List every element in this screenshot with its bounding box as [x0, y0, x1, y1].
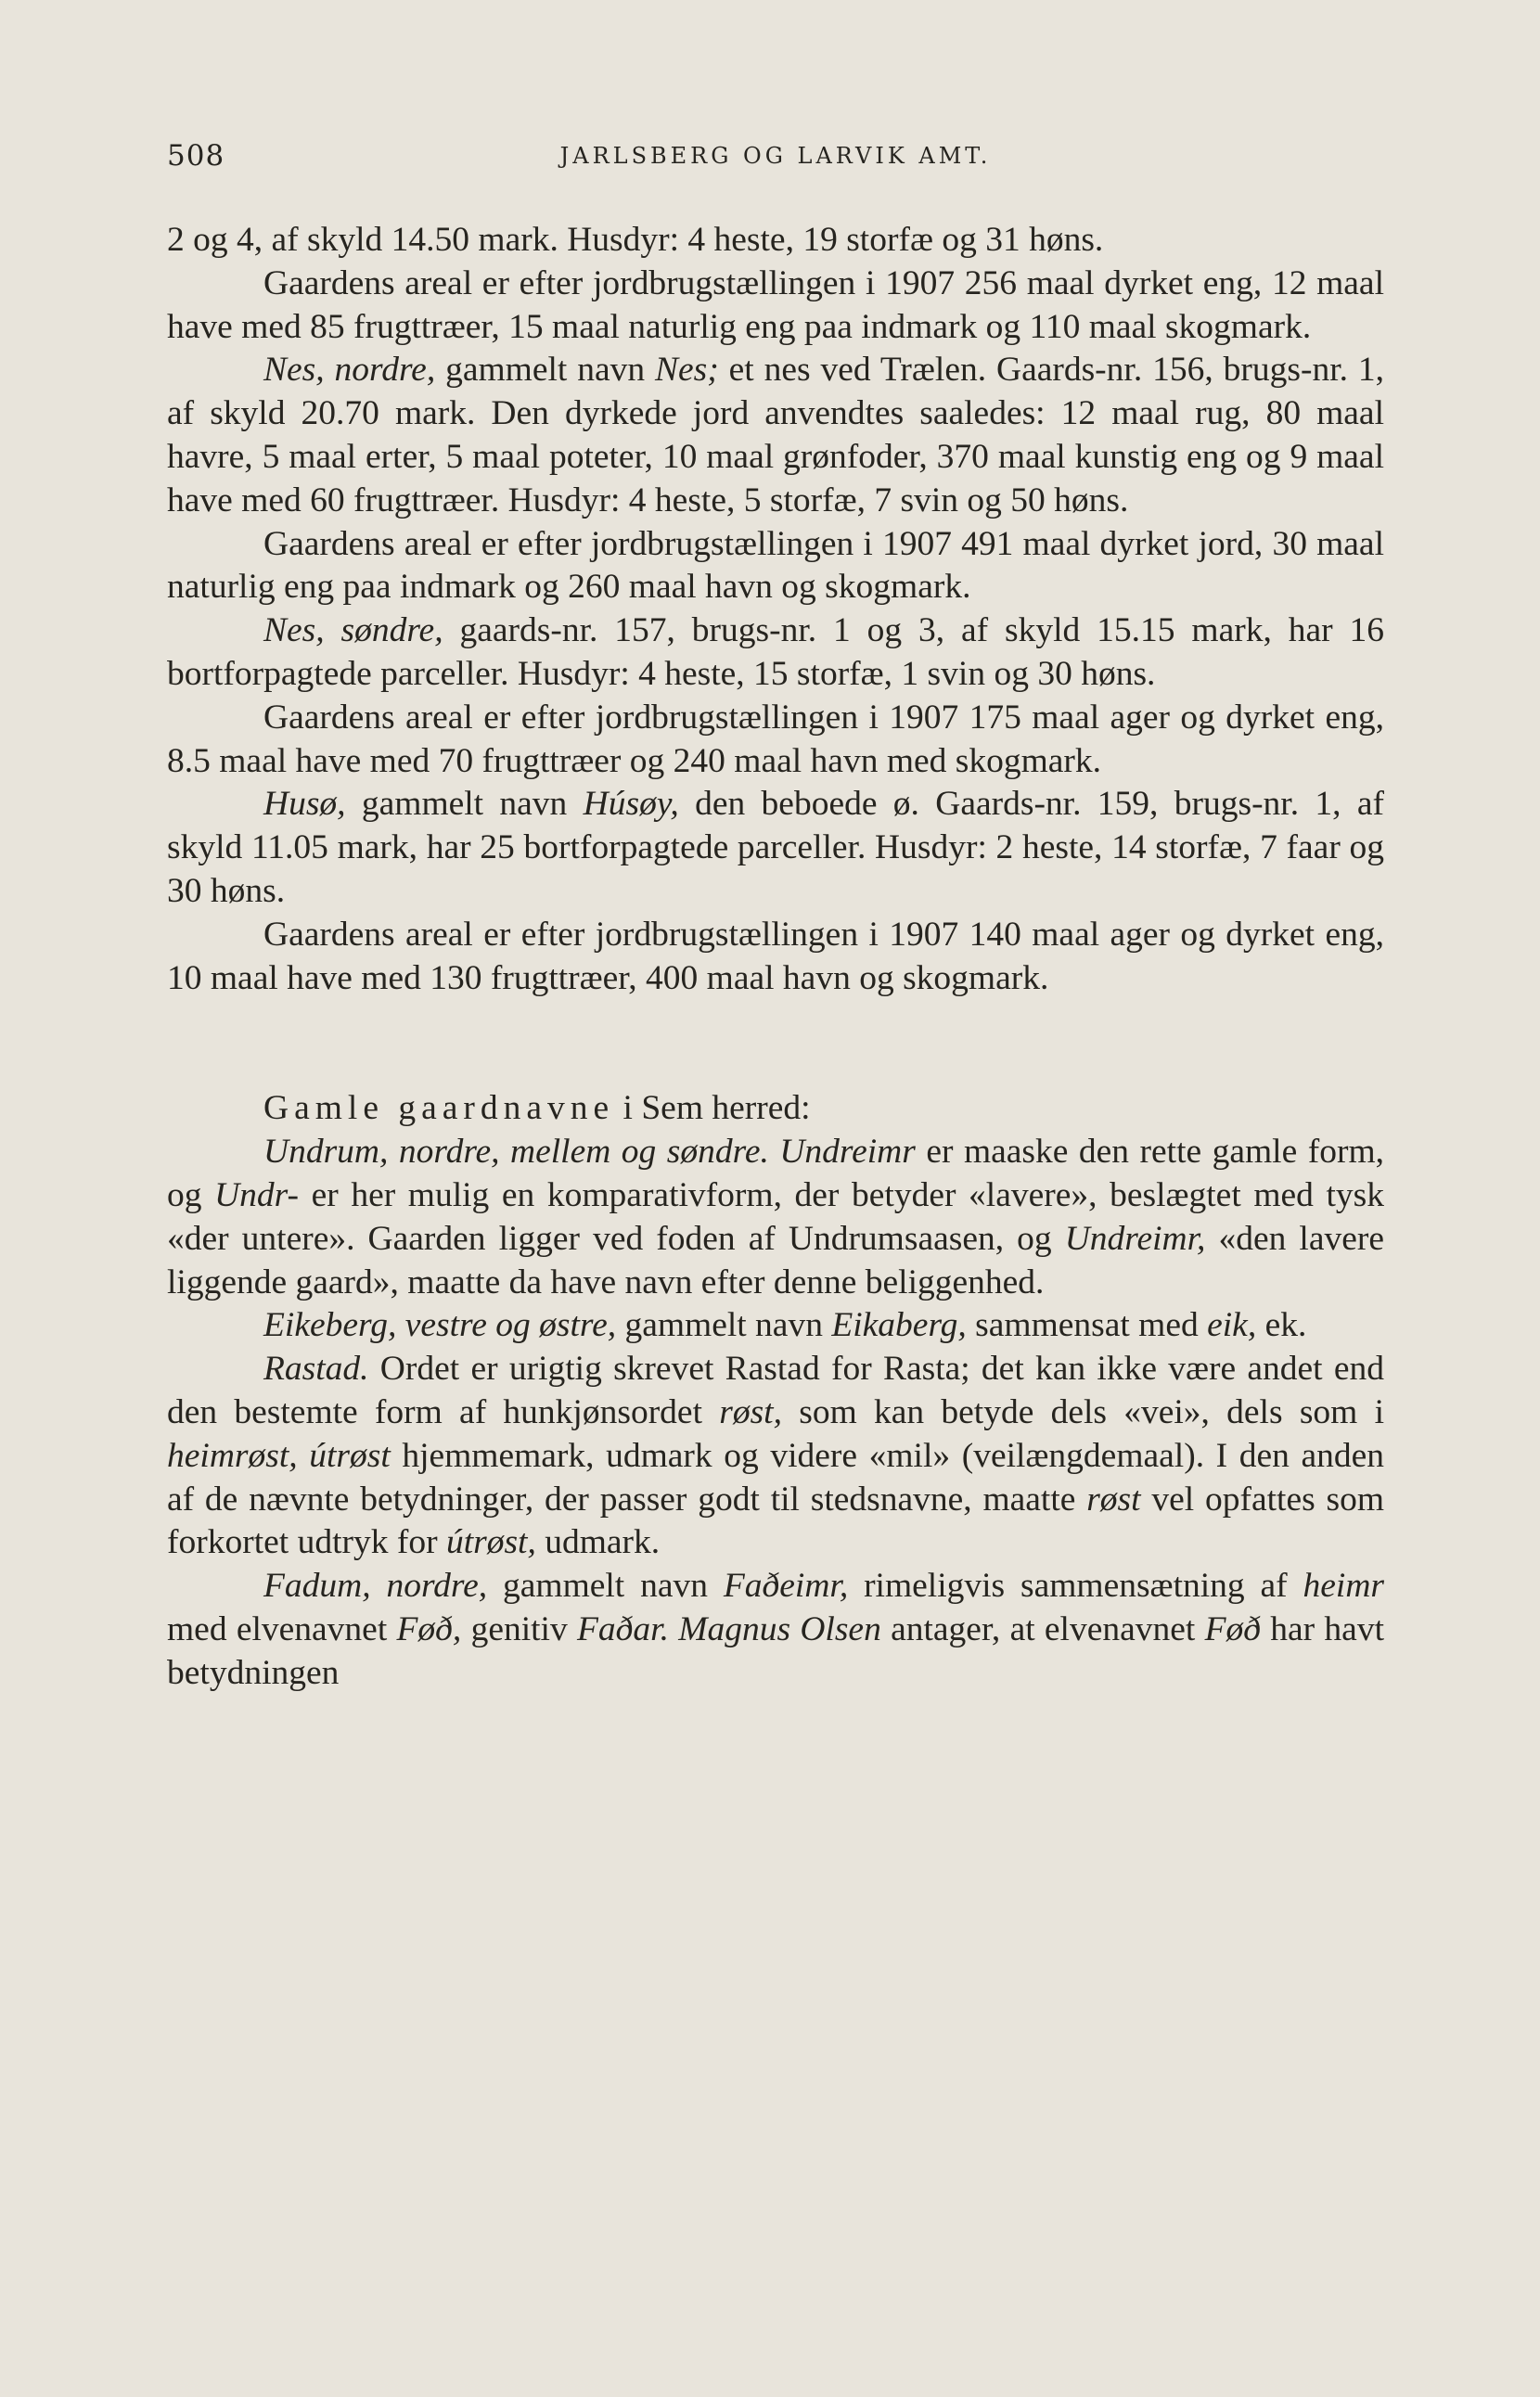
text-run: Ordet er urigtig skrevet Rastad for Rasta; det kan ikke være andet end den bestemte form af hunkjønsordet	[167, 1350, 1384, 1431]
place-name: Fadum, nordre,	[263, 1567, 488, 1606]
text-run: har havt betydningen	[167, 1609, 1384, 1692]
text-run: «den lavere liggende gaard», maatte da have navn efter denne beliggenhed.	[167, 1219, 1385, 1301]
word-form: heimrøst, útrøst	[167, 1436, 391, 1475]
text-run: ek.	[1256, 1306, 1307, 1345]
text-run	[669, 1610, 678, 1648]
word-form: heimr	[1303, 1567, 1385, 1606]
text-run: et nes ved Trælen. Gaards-nr. 156, brugs-nr. 1, af skyld 20.70 mark. Den dyrkede jord anvendtes saaledes: 12 maal rug, 80 maal havre, 5 maal erter, 5 maal poteter, 10 maal grønfoder, 370 maal kunstig eng og 9 maal have med 60 frugttræer. Husdyr: 4 heste, 5 storfæ, 7 svin og 50 høns.	[167, 351, 1384, 519]
paragraph: Gaardens areal er efter jordbrugstællingen i 1907 256 maal dyrket eng, 12 maal have med 85 frugttræer, 15 maal naturlig eng paa indmark og 110 maal skogmark.	[167, 263, 1384, 346]
paragraph: Gaardens areal er efter jordbrugstællingen i 1907 140 maal ager og dyrket eng, 10 maal have med 130 frugttræer, 400 maal havn og skogmark.	[167, 915, 1384, 997]
word-form: útrøst,	[445, 1523, 536, 1562]
word-form: røst,	[719, 1392, 782, 1431]
place-name: Nes;	[654, 351, 719, 390]
word-form: Føð	[1204, 1609, 1262, 1648]
body-text	[167, 219, 1384, 1696]
paragraph	[167, 1348, 1384, 1565]
author-name: Magnus Olsen	[678, 1609, 881, 1648]
paragraph	[167, 349, 1384, 522]
page-header	[167, 139, 1384, 176]
place-name: Eikeberg, vestre og østre,	[263, 1306, 617, 1345]
section-gap	[167, 1000, 1384, 1087]
spaced-heading: Gamle gaardnavne	[263, 1089, 615, 1128]
paragraph	[167, 783, 1384, 913]
place-name: Nes,	[263, 611, 325, 650]
place-name: nordre,	[334, 351, 436, 390]
text-run: er maaske den rette gamle form, og	[167, 1133, 1384, 1214]
paragraph	[167, 1565, 1384, 1695]
text-run: gaards-nr. 157, brugs-nr. 1 og 3, af skyld 15.15 mark, har 16 bortforpagtede parceller. Husdyr: 4 heste, 15 storfæ, 1 svin og 30 høns.	[167, 611, 1385, 693]
text-run: den beboede ø. Gaards-nr. 159, brugs-nr. 1, af skyld 11.05 mark, har 25 bortforpagtede parceller. Husdyr: 2 heste, 14 storfæ, 7 faar og 30 høns.	[167, 785, 1385, 910]
paragraph	[167, 1131, 1384, 1304]
text-run: rimeligvis sammensætning af	[848, 1567, 1303, 1606]
paragraph	[167, 609, 1384, 697]
text-run: antager, at elvenavnet	[880, 1609, 1205, 1648]
text-run: gammelt navn	[616, 1306, 832, 1345]
place-name: eik,	[1207, 1306, 1257, 1345]
place-name: Husø,	[263, 785, 346, 824]
running-title: JARLSBERG OG LARVIK AMT.	[559, 143, 992, 169]
text-run: hjemmemark, udmark og videre «mil» (veilængdemaal). I den anden af de nævnte betydninger, der passer godt til stedsnavne, maatte	[167, 1436, 1384, 1519]
text-run: som kan betyde dels «vei», dels som i	[781, 1392, 1384, 1431]
text-run: i Sem herred:	[614, 1089, 811, 1128]
text-run: udmark.	[535, 1523, 661, 1562]
text-run: genitiv	[461, 1609, 577, 1648]
text-run: gammelt navn	[345, 785, 584, 824]
page-number: 508	[167, 139, 225, 173]
place-name: Nes,	[263, 351, 325, 390]
paragraph: Gaardens areal er efter jordbrugstællingen i 1907 491 maal dyrket jord, 30 maal naturlig eng paa indmark og 260 maal havn og skogmark.	[167, 524, 1384, 607]
paragraph: 2 og 4, af skyld 14.50 mark. Husdyr: 4 heste, 19 storfæ og 31 høns.	[167, 221, 1104, 259]
text-run: sammensat med	[966, 1306, 1208, 1345]
word-form: Føð,	[396, 1609, 462, 1648]
text-run: med elvenavnet	[167, 1609, 397, 1648]
place-name: Undreimr	[779, 1133, 916, 1172]
place-name: Undr-	[214, 1175, 300, 1214]
place-name: Faðeimr,	[723, 1567, 849, 1606]
text-run: er her mulig en komparativform, der betyder «lavere», beslægtet med tysk «der untere». Gaarden ligger ved foden af Undrumsaasen, og	[167, 1175, 1385, 1258]
place-name: Húsøy,	[583, 785, 679, 824]
place-name: søndre,	[340, 611, 443, 650]
place-name: Undrum, nordre, mellem og søndre.	[263, 1133, 769, 1172]
word-form: Faðar.	[577, 1609, 669, 1648]
text-run: gammelt navn	[435, 351, 655, 390]
text-run: vel opfattes som forkortet udtryk for	[167, 1480, 1384, 1562]
paragraph	[167, 1304, 1384, 1348]
place-name: Undreimr,	[1064, 1219, 1206, 1258]
place-name: Rastad.	[263, 1350, 369, 1389]
place-name: Eikaberg,	[831, 1306, 967, 1345]
text-run: gammelt navn	[487, 1567, 724, 1606]
section-heading	[167, 1087, 1384, 1131]
paragraph: Gaardens areal er efter jordbrugstællingen i 1907 175 maal ager og dyrket eng, 8.5 maal have med 70 frugttræer og 240 maal havn med skogmark.	[167, 698, 1384, 780]
word-form: røst	[1086, 1480, 1141, 1519]
